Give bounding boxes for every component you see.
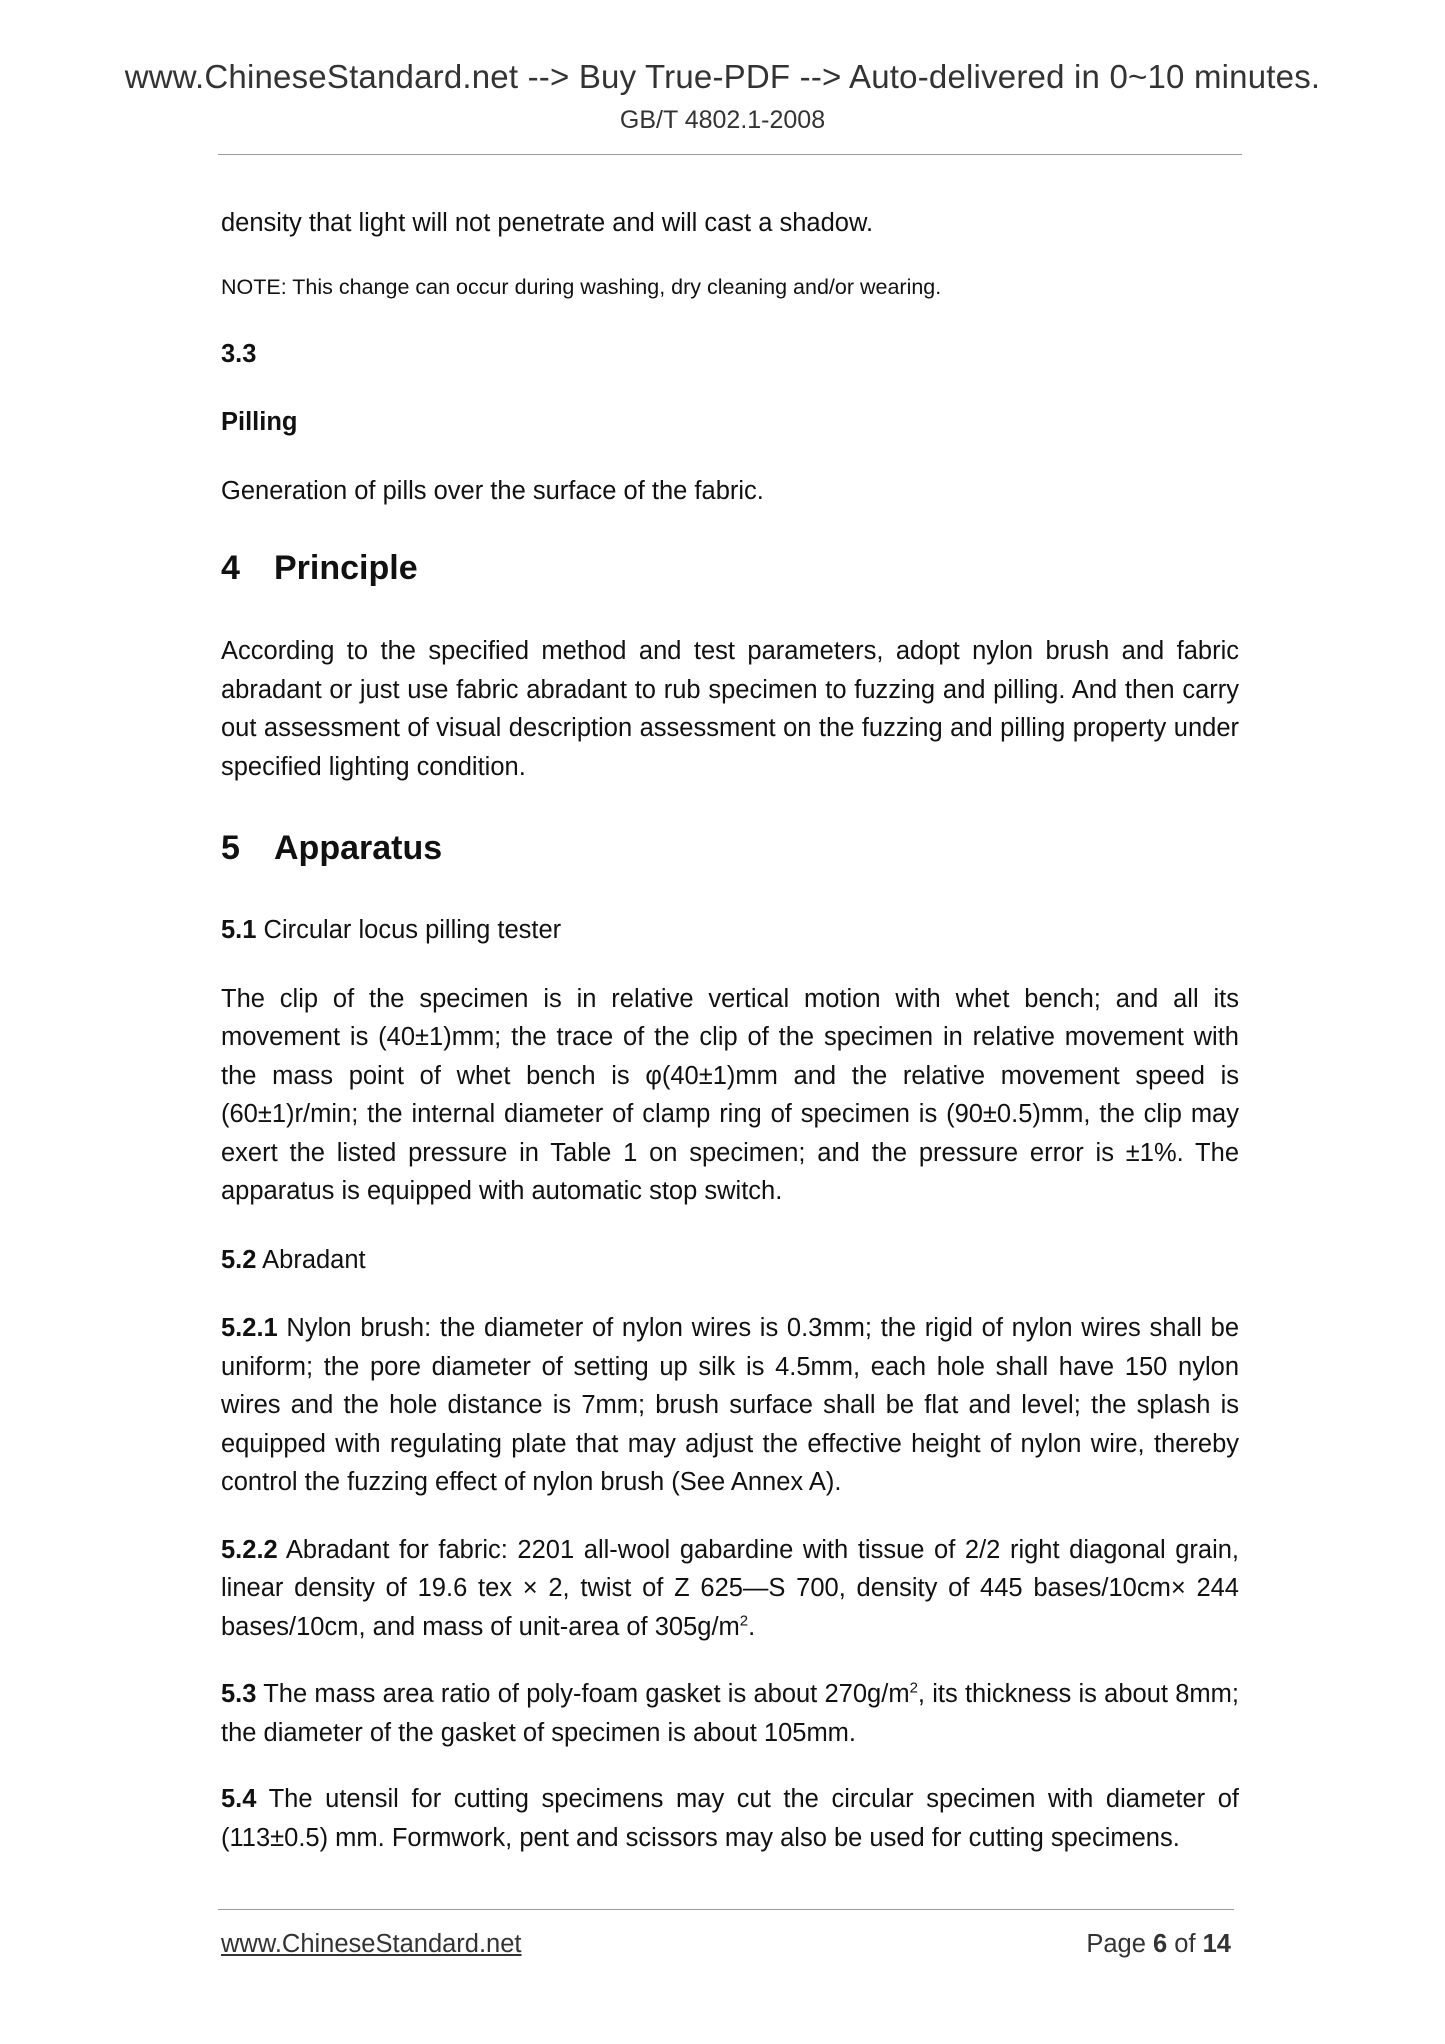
clause-title: Abradant: [256, 1245, 366, 1274]
subclause-5-4: [221, 1780, 1239, 1857]
note: NOTE: This change can occur during washing, dry cleaning and/or wearing.: [221, 274, 942, 299]
clause-number: 5.2: [221, 1245, 257, 1274]
page-number: [1086, 1930, 1231, 1959]
footer-website-link[interactable]: www.ChineseStandard.net: [221, 1930, 522, 1958]
footer-divider: [218, 1909, 1234, 1910]
clause-number: 5.4: [221, 1785, 257, 1813]
paragraph-density: density that light will not penetrate and will cast a shadow.: [221, 209, 874, 237]
superscript: 2: [909, 1679, 918, 1697]
principle-paragraph: According to the specified method and test parameters, adopt nylon brush and fabric abradant or just use fabric abradant to rub specimen to fuzzing and pilling. And then carry out assessment of visual description assessment on the fuzzing and pilling property under specified lighting condition.: [221, 637, 1239, 781]
section-title: Principle: [274, 549, 418, 587]
clause-number: 5.1: [221, 916, 257, 944]
clause-title: Circular locus pilling tester: [256, 916, 562, 944]
section-number: 5: [221, 829, 240, 867]
superscript: 2: [739, 1612, 749, 1629]
subclause-5-2-1: [221, 1309, 1239, 1502]
current-page: 6: [1153, 1930, 1168, 1958]
subclause-5-1-text: The clip of the specimen is in relative vertical motion with whet bench; and all its movement is (40±1)mm; the trace of the clip of the specimen in relative movement with the mass point of whet bench is φ(40±1)mm and the relative movement speed is (60±1)r/min; the internal diameter of clamp ring of specimen is (90±0.5)mm, the clip may exert the listed pressure in Table 1 on specimen; and the pressure error is ±1%. The apparatus is equipped with automatic stop switch.: [221, 984, 1239, 1205]
section-heading-5: [221, 828, 1239, 868]
clause-text-end: .: [748, 1612, 756, 1641]
clause-number: 5.2.1: [221, 1314, 278, 1342]
clause-text: Nylon brush: the diameter of nylon wires is 0.3mm; the rigid of nylon wires shall be uniform; the pore diameter of setting up silk is 4.5mm, each hole shall have 150 nylon wires and the hole distance is 7mm; brush surface shall be flat and level; the splash is equipped with regulating plate that may adjust the effective height of nylon wire, thereby control the fuzzing effect of nylon brush (See Annex A).: [221, 1314, 1239, 1496]
document-body: [221, 204, 1239, 1857]
total-pages: 14: [1202, 1930, 1231, 1958]
clause-text: The mass area ratio of poly-foam gasket is about 270g/m: [256, 1680, 910, 1708]
standard-number: GB/T 4802.1-2008: [619, 106, 826, 134]
subclause-5-2-heading: [221, 1241, 1239, 1280]
clause-term-pilling: Pilling: [221, 408, 298, 436]
subclause-5-2-2: [221, 1531, 1239, 1647]
clause-definition-pilling: Generation of pills over the surface of the fabric.: [221, 476, 764, 505]
page-label: Page: [1086, 1930, 1153, 1958]
clause-number-3-3: 3.3: [221, 339, 257, 368]
clause-number: 5.3: [221, 1680, 257, 1708]
section-number: 4: [221, 549, 240, 587]
header-divider: [218, 154, 1242, 155]
clause-text-continued: , its thickness is about 8mm; the diameter of the gasket of specimen is about 105mm.: [221, 1680, 1239, 1747]
clause-text: The utensil for cutting specimens may cut the circular specimen with diameter of (113±0.5) mm. Formwork, pent and scissors may also be used for cutting specimens.: [221, 1785, 1239, 1852]
clause-text: Abradant for fabric: 2201 all-wool gabardine with tissue of 2/2 right diagonal grain, linear density of 19.6 tex × 2, twist of Z 625—S 700, density of 445 bases/10cm× 244 bases/10cm, and mass of unit-area of 305g/m: [221, 1535, 1239, 1641]
section-title: Apparatus: [274, 829, 443, 867]
header-banner[interactable]: www.ChineseStandard.net --> Buy True-PDF --> Auto-delivered in 0~10 minutes.: [124, 58, 1321, 95]
page-of: of: [1167, 1930, 1203, 1958]
clause-number: 5.2.2: [221, 1535, 278, 1564]
subclause-5-1-heading: [221, 911, 1239, 950]
subclause-5-3: [221, 1675, 1239, 1752]
section-heading-4: [221, 548, 1239, 588]
